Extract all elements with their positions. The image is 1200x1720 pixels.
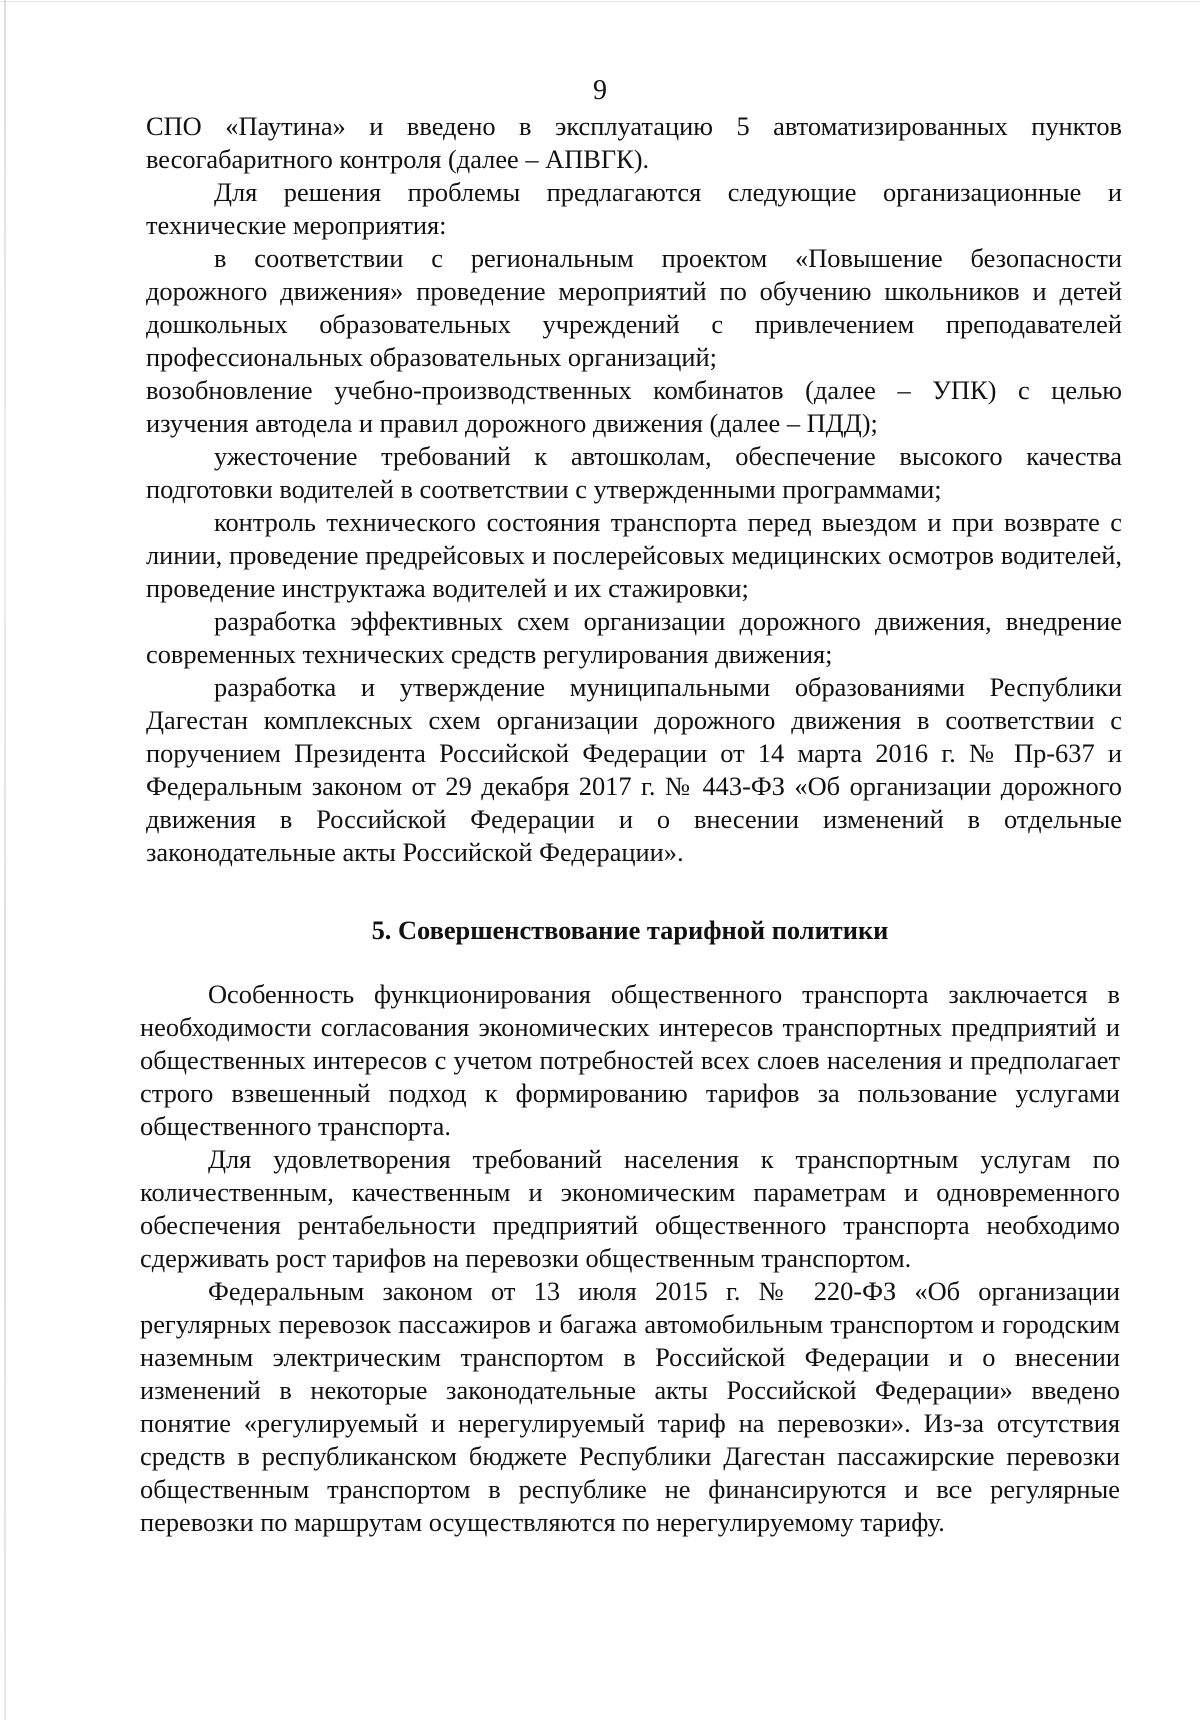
paragraph: возобновление учебно-производственных комбинатов (далее – УПК) с целью изучения автодела и правил дорожного движения (далее – ПДД); (146, 375, 1122, 438)
scan-edge-left (4, 0, 6, 1720)
paragraph: Федеральным законом от 13 июля 2015 г. № 220-ФЗ «Об организации регулярных перевозок пассажиров и багажа автомобильным транспортом и городским наземным электрическим транспортом в Российской Федерации и о внесении изменений в некоторые законодательные акты Российской Федерации» введено понятие «регулируемый и нерегулируемый тариф на перевозки». Из-за отсутствия средств в республиканском бюджете Республики Дагестан пассажирские перевозки общественным транспортом в республике не финансируются и все регулярные перевозки по маршрутам осуществляются по нерегулируемому тарифу. (140, 1276, 1120, 1537)
text-block-tariff-policy (140, 978, 1120, 1539)
paragraph: СПО «Паутина» и введено в эксплуатацию 5 автоматизированных пунктов весогабаритного контроля (далее – АПВГК). (146, 111, 1122, 174)
paragraph: Для удовлетворения требований населения к транспортным услугам по количественным, качественным и экономическим параметрам и одновременного обеспечения рентабельности предприятий общественного транспорта необходимо сдерживать рост тарифов на перевозки общественным транспортом. (140, 1144, 1120, 1273)
section-heading: 5. Совершенствование тарифной политики (371, 915, 889, 945)
page-number: 9 (593, 75, 607, 106)
paragraph: ужесточение требований к автошколам, обеспечение высокого качества подготовки водителей в соответствии с утвержденными программами; (146, 441, 1122, 504)
scan-edge-top (0, 1, 1200, 2)
paragraph: Особенность функционирования общественного транспорта заключается в необходимости согласования экономических интересов транспортных предприятий и общественных интересов с учетом потребностей всех слоев населения и предполагает строго взвешенный подход к формированию тарифов за пользование услугами общественного транспорта. (140, 979, 1120, 1141)
paragraph: в соответствии с региональным проектом «Повышение безопасности дорожного движения» проведение мероприятий по обучению школьников и детей дошкольных образовательных учреждений с привлечением преподавателей профессиональных образовательных организаций; (146, 243, 1122, 372)
paragraph: контроль технического состояния транспорта перед выездом и при возврате с линии, проведение предрейсовых и послерейсовых медицинских осмотров водителей, проведение инструктажа водителей и их стажировки; (146, 507, 1122, 603)
paragraph: разработка эффективных схем организации дорожного движения, внедрение современных технических средств регулирования движения; (146, 606, 1122, 669)
paragraph: Для решения проблемы предлагаются следующие организационные и технические мероприятия: (146, 177, 1122, 240)
paragraph: разработка и утверждение муниципальными образованиями Республики Дагестан комплексных схем организации дорожного движения в соответствии с поручением Президента Российской Федерации от 14 марта 2016 г. № Пр-637 и Федеральным законом от 29 декабря 2017 г. № 443-ФЗ «Об организации дорожного движения в Российской Федерации и о внесении изменений в отдельные законодательные акты Российской Федерации». (146, 672, 1122, 867)
text-block-measures (146, 110, 1122, 869)
